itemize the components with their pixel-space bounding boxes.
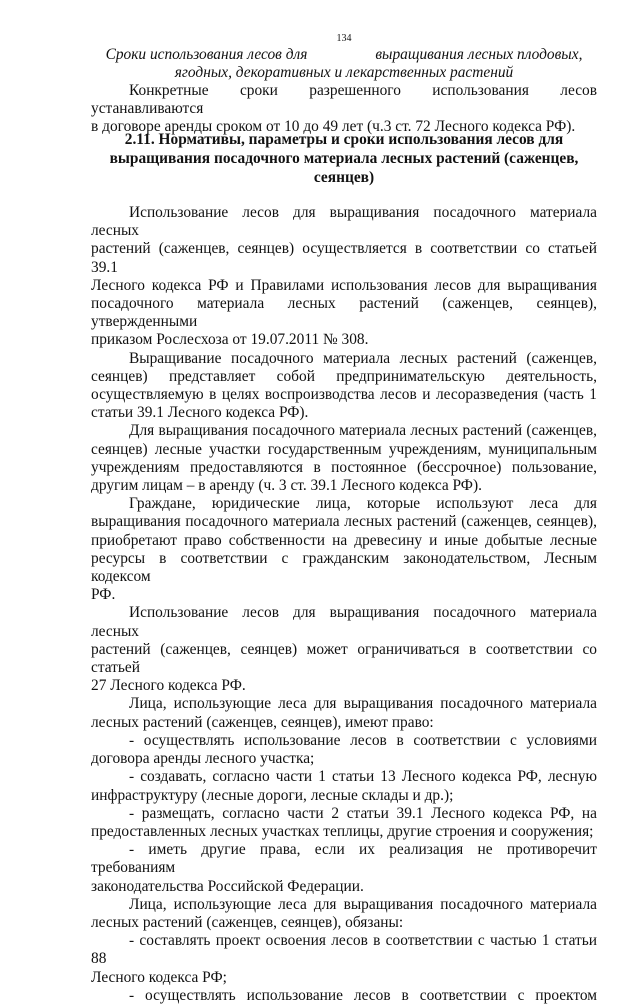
paragraph-line: сеянцев) лесные участки государственным учреждениям, муниципальным — [91, 440, 597, 458]
body-paragraph — [91, 350, 597, 423]
section-title-line: выращивания посадочного материала лесных растений (саженцев, — [109, 150, 579, 167]
paragraph-line: инфраструктуру (лесные дороги, лесные склады и др.); — [91, 786, 454, 804]
paragraph-line: Выращивание посадочного материала лесных растений (саженцев, — [129, 349, 597, 367]
paragraph-line: - осуществлять использование лесов в соответствии с проектом — [129, 986, 597, 1004]
body-paragraph — [91, 604, 597, 695]
body-paragraph — [91, 422, 597, 495]
paragraph-line: растений (саженцев, сеянцев) может ограничиваться в соответствии со статьей — [91, 640, 597, 677]
body-paragraph — [91, 841, 597, 896]
body-paragraph — [91, 932, 597, 987]
body-paragraph — [91, 204, 597, 350]
paragraph-line: предоставленных лесных участках теплицы, другие строения и сооружения; — [91, 822, 594, 840]
paragraph-line: Лесного кодекса РФ; — [91, 968, 227, 986]
section-title-line: сеянцев) — [313, 169, 375, 186]
body-paragraph — [91, 768, 597, 804]
paragraph-line: - осуществлять использование лесов в соответствии с условиями — [129, 731, 597, 749]
paragraph-line: Лица, использующие леса для выращивания посадочного материала — [129, 895, 597, 913]
paragraph-line: Лица, использующие леса для выращивания посадочного материала — [129, 695, 597, 713]
paragraph-line: Граждане, юридические лица, которые используют леса для — [129, 495, 597, 513]
page-number: 134 — [336, 33, 352, 44]
section-title-line: 2.11. Нормативы, параметры и сроки использования лесов для — [124, 131, 564, 148]
paragraph-line: статьи 39.1 Лесного кодекса РФ). — [91, 404, 309, 422]
body-paragraph — [91, 495, 597, 604]
paragraph-line: договора аренды лесного участка; — [91, 750, 315, 768]
paragraph-line: ресурсы в соответствии с гражданским законодательством, Лесным кодексом — [91, 549, 597, 586]
subheading-line1-right: выращивания лесных плодовых, — [375, 46, 583, 63]
paragraph-line: выращивания посадочного материала лесных растений (саженцев, сеянцев), — [91, 513, 597, 531]
intro-paragraph — [91, 82, 597, 137]
subheading-line1-left: Сроки использования лесов для — [105, 46, 308, 63]
paragraph-line: учреждениям предоставляются в постоянное (бессрочное) пользование, — [91, 458, 597, 476]
paragraph-line: лесных растений (саженцев, сеянцев), имеют право: — [91, 713, 434, 731]
paragraph-line: лесных растений (саженцев, сеянцев), обязаны: — [91, 913, 404, 931]
intro-line: в договоре аренды сроком от 10 до 49 лет (ч.3 ст. 72 Лесного кодекса РФ). — [91, 118, 576, 136]
section-body — [91, 204, 597, 1005]
intro-line: Конкретные сроки разрешенного использования лесов устанавливаются — [91, 82, 597, 118]
body-paragraph — [91, 896, 597, 932]
paragraph-line: законодательства Российской Федерации. — [91, 877, 364, 895]
body-paragraph — [91, 805, 597, 841]
paragraph-line: Лесного кодекса РФ и Правилами использования лесов для выращивания — [91, 276, 597, 294]
paragraph-line: посадочного материала лесных растений (саженцев, сеянцев), утвержденными — [91, 295, 597, 331]
paragraph-line: другим лицам – в аренду (ч. 3 ст. 39.1 Лесного кодекса РФ). — [91, 477, 482, 495]
paragraph-line: 27 Лесного кодекса РФ. — [91, 677, 246, 695]
body-paragraph — [91, 732, 597, 768]
paragraph-line: - создавать, согласно части 1 статьи 13 Лесного кодекса РФ, лесную — [129, 768, 597, 786]
paragraph-line: Использование лесов для выращивания посадочного материала лесных — [91, 604, 597, 640]
body-paragraph — [91, 695, 597, 731]
paragraph-line: приобретают право собственности на древесину и иные добытые лесные — [91, 531, 597, 549]
paragraph-line: сеянцев) представляет собой предпринимательскую деятельность, — [91, 367, 597, 385]
paragraph-line: осуществляемую в целях воспроизводства лесов и лесоразведения (часть 1 — [91, 386, 597, 404]
paragraph-line: - размещать, согласно части 2 статьи 39.1 Лесного кодекса РФ, на — [129, 804, 597, 822]
section-title — [91, 130, 597, 187]
body-paragraph — [91, 987, 597, 1005]
paragraph-line: растений (саженцев, сеянцев) осуществляется в соответствии со статьей 39.1 — [91, 240, 597, 276]
paragraph-line: РФ. — [91, 586, 116, 604]
paragraph-line: приказом Рослесхоза от 19.07.2011 № 308. — [91, 331, 369, 349]
subheading-line2: ягодных, декоративных и лекарственных растений — [174, 64, 514, 81]
paragraph-line: Для выращивания посадочного материала лесных растений (саженцев, — [129, 422, 597, 440]
subheading — [87, 46, 601, 82]
paragraph-line: - иметь другие права, если их реализация не противоречит требованиям — [91, 841, 597, 877]
paragraph-line: - составлять проект освоения лесов в соответствии с частью 1 статьи 88 — [91, 932, 597, 968]
paragraph-line: Использование лесов для выращивания посадочного материала лесных — [91, 204, 597, 240]
